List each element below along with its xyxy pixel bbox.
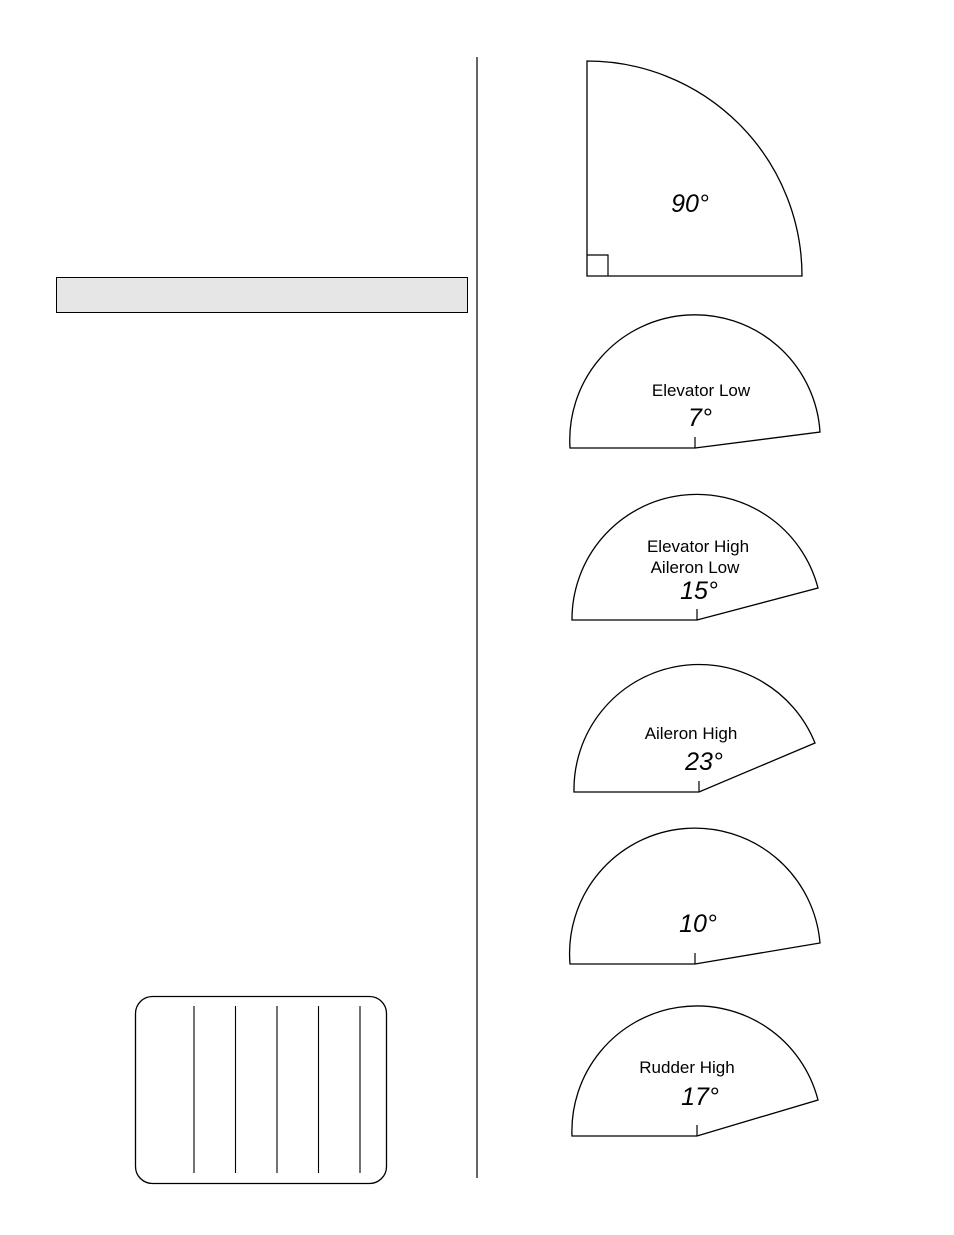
section-heading-bar <box>57 278 468 313</box>
wedge-label: Elevator High <box>646 537 750 556</box>
wedge-angle-label: 17° <box>681 1083 719 1111</box>
gauge-card <box>136 997 387 1184</box>
gauge-card-outline <box>136 997 387 1184</box>
quarter-circle-outline <box>587 61 802 276</box>
wedge-template-aileron-high <box>574 665 815 792</box>
wedge-template-elevator-low <box>570 315 820 448</box>
wedge-label: Aileron Low <box>650 558 740 577</box>
right-angle-template <box>587 61 802 276</box>
wedge-angle-label: 7° <box>688 404 712 432</box>
wedge-label: Aileron High <box>644 724 738 743</box>
wedge-angle-label: 10° <box>679 910 717 938</box>
wedge-outline <box>570 828 820 964</box>
wedge-template-ten-degrees <box>570 828 820 964</box>
wedge-label: Rudder High <box>639 1058 735 1077</box>
wedge-template-rudder-high <box>572 1006 818 1136</box>
wedge-angle-label: 15° <box>680 577 718 605</box>
wedge-angle-label: 23° <box>685 748 723 776</box>
wedge-template-elevator-high-aileron-low <box>572 494 818 620</box>
right-angle-label: 90° <box>671 190 709 218</box>
wedge-label: Elevator Low <box>651 381 751 400</box>
